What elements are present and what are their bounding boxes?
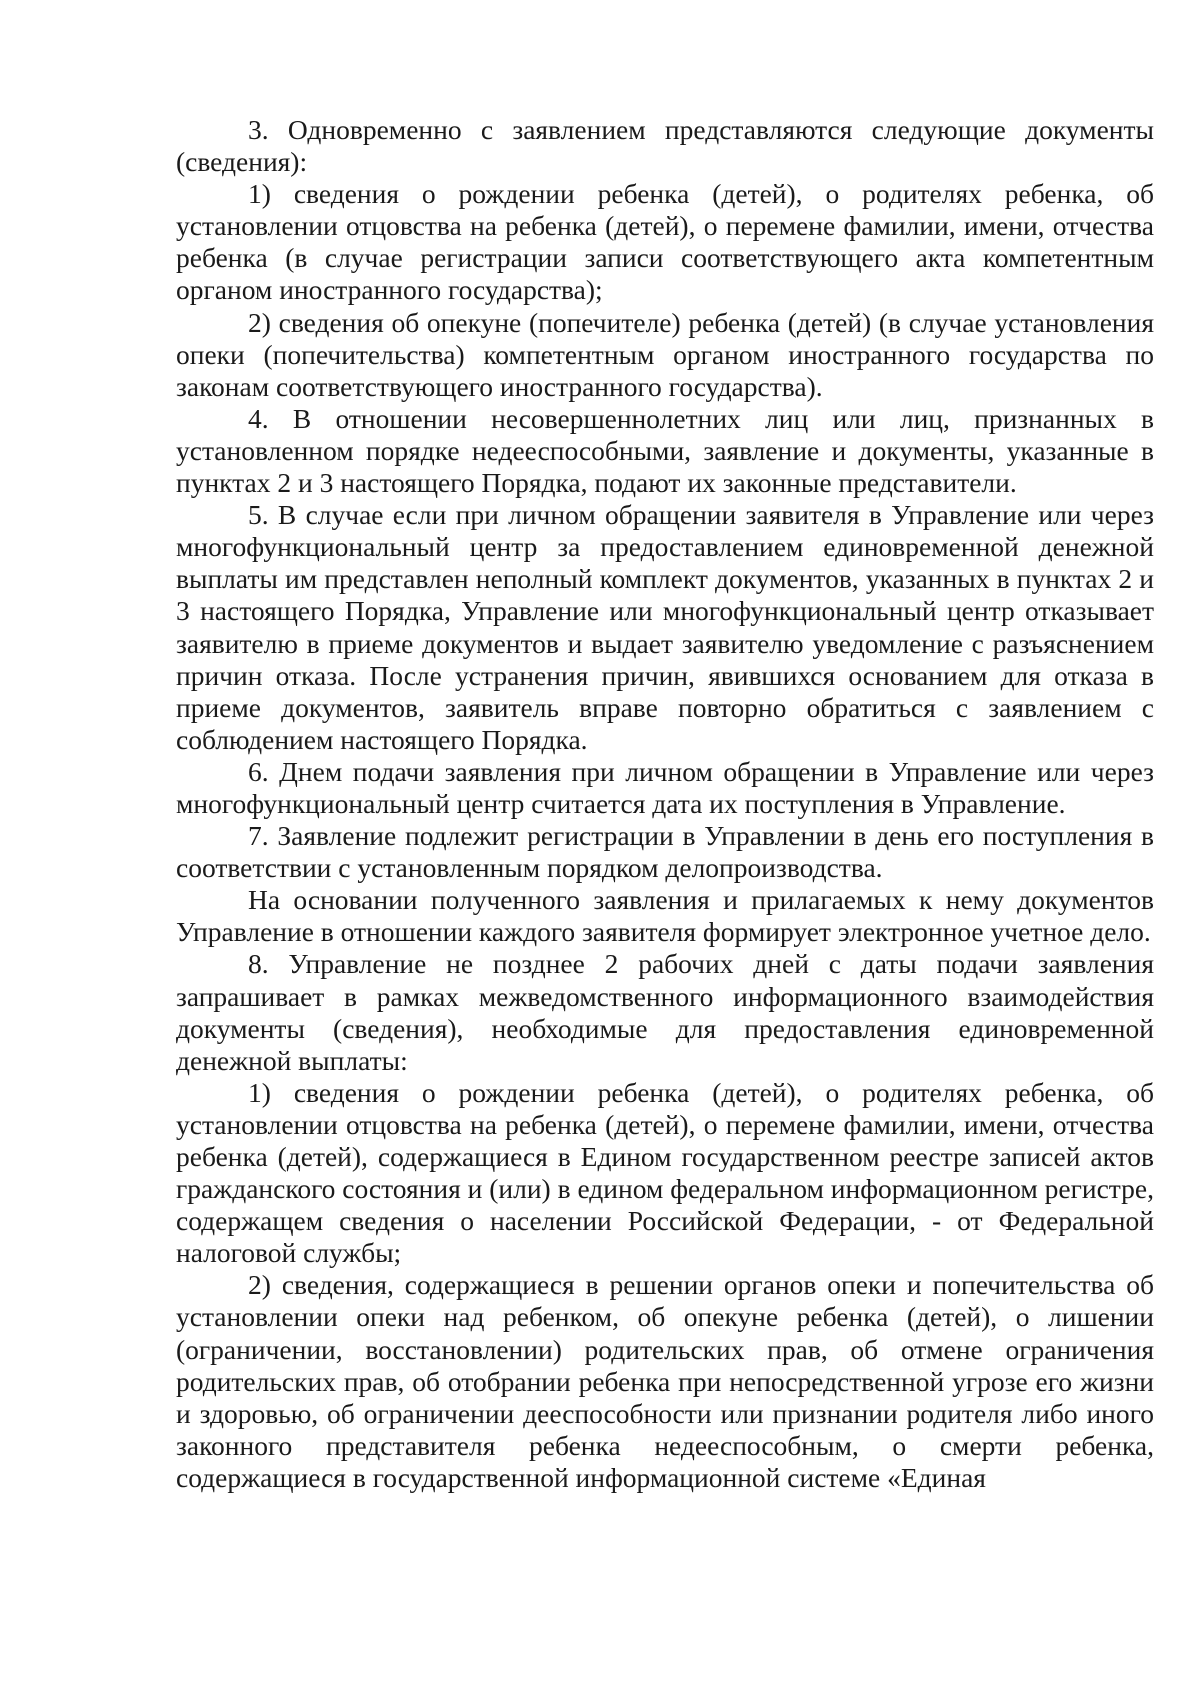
paragraph-item-8: 8. Управление не позднее 2 рабочих дней с даты подачи заявления запрашивает в рамках межведомственного информационного взаимодействия документы (сведения), необходимые для предоставления единовременной денежной выплаты:: [176, 948, 1154, 1076]
paragraph-item-8-2: 2) сведения, содержащиеся в решении органов опеки и попечительства об установлении опеки над ребенком, об опекуне ребенка (детей), о лишении (ограничении, восстановлении) родительских прав, об отмене ограничения родительских прав, об отобрании ребенка при непосредственной угрозе его жизни и здоровью, об ограничении дееспособности или признании родителя либо иного законного представителя ребенка недееспособным, о смерти ребенка, содержащиеся в государственной информационной системе «Единая: [176, 1269, 1154, 1493]
paragraph-item-4: 4. В отношении несовершеннолетних лиц или лиц, признанных в установленном порядке недееспособными, заявление и документы, указанные в пунктах 2 и 3 настоящего Порядка, подают их законные представители.: [176, 402, 1154, 499]
paragraph-item-3-2: 2) сведения об опекуне (попечителе) ребенка (детей) (в случае установления опеки (попечительства) компетентным органом иностранного государства по законам соответствующего иностранного государства).: [176, 306, 1154, 402]
paragraph-item-7: 7. Заявление подлежит регистрации в Управлении в день его поступления в соответствии с установленным порядком делопроизводства.: [176, 820, 1154, 884]
paragraph-item-5: 5. В случае если при личном обращении заявителя в Управление или через многофункциональный центр за предоставлением единовременной денежной выплаты им представлен неполный комплект документов, указанных в пунктах 2 и 3 настоящего Порядка, Управление или многофункциональный центр отказывает заявителю в приеме документов и выдает заявителю уведомление с разъяснением причин отказа. После устранения причин, явившихся основанием для отказа в приеме документов, заявитель вправе повторно обратиться с заявлением с соблюдением настоящего Порядка.: [176, 499, 1154, 755]
document-body: [176, 114, 1154, 1494]
paragraph-item-7-cont: На основании полученного заявления и прилагаемых к нему документов Управление в отношении каждого заявителя формирует электронное учетное дело.: [176, 884, 1154, 948]
paragraph-item-3: 3. Одновременно с заявлением представляются следующие документы (сведения):: [176, 114, 1154, 178]
paragraph-item-3-1: 1) сведения о рождении ребенка (детей), о родителях ребенка, об установлении отцовства на ребенка (детей), о перемене фамилии, имени, отчества ребенка (в случае регистрации записи соответствующего акта компетентным органом иностранного государства);: [176, 178, 1154, 306]
paragraph-item-8-1: 1) сведения о рождении ребенка (детей), о родителях ребенка, об установлении отцовства на ребенка (детей), о перемене фамилии, имени, отчества ребенка (детей), содержащиеся в Едином государственном реестре записей актов гражданского состояния и (или) в едином федеральном информационном регистре, содержащем сведения о населении Российской Федерации, - от Федеральной налоговой службы;: [176, 1076, 1154, 1269]
paragraph-item-6: 6. Днем подачи заявления при личном обращении в Управление или через многофункциональный центр считается дата их поступления в Управление.: [176, 755, 1154, 819]
